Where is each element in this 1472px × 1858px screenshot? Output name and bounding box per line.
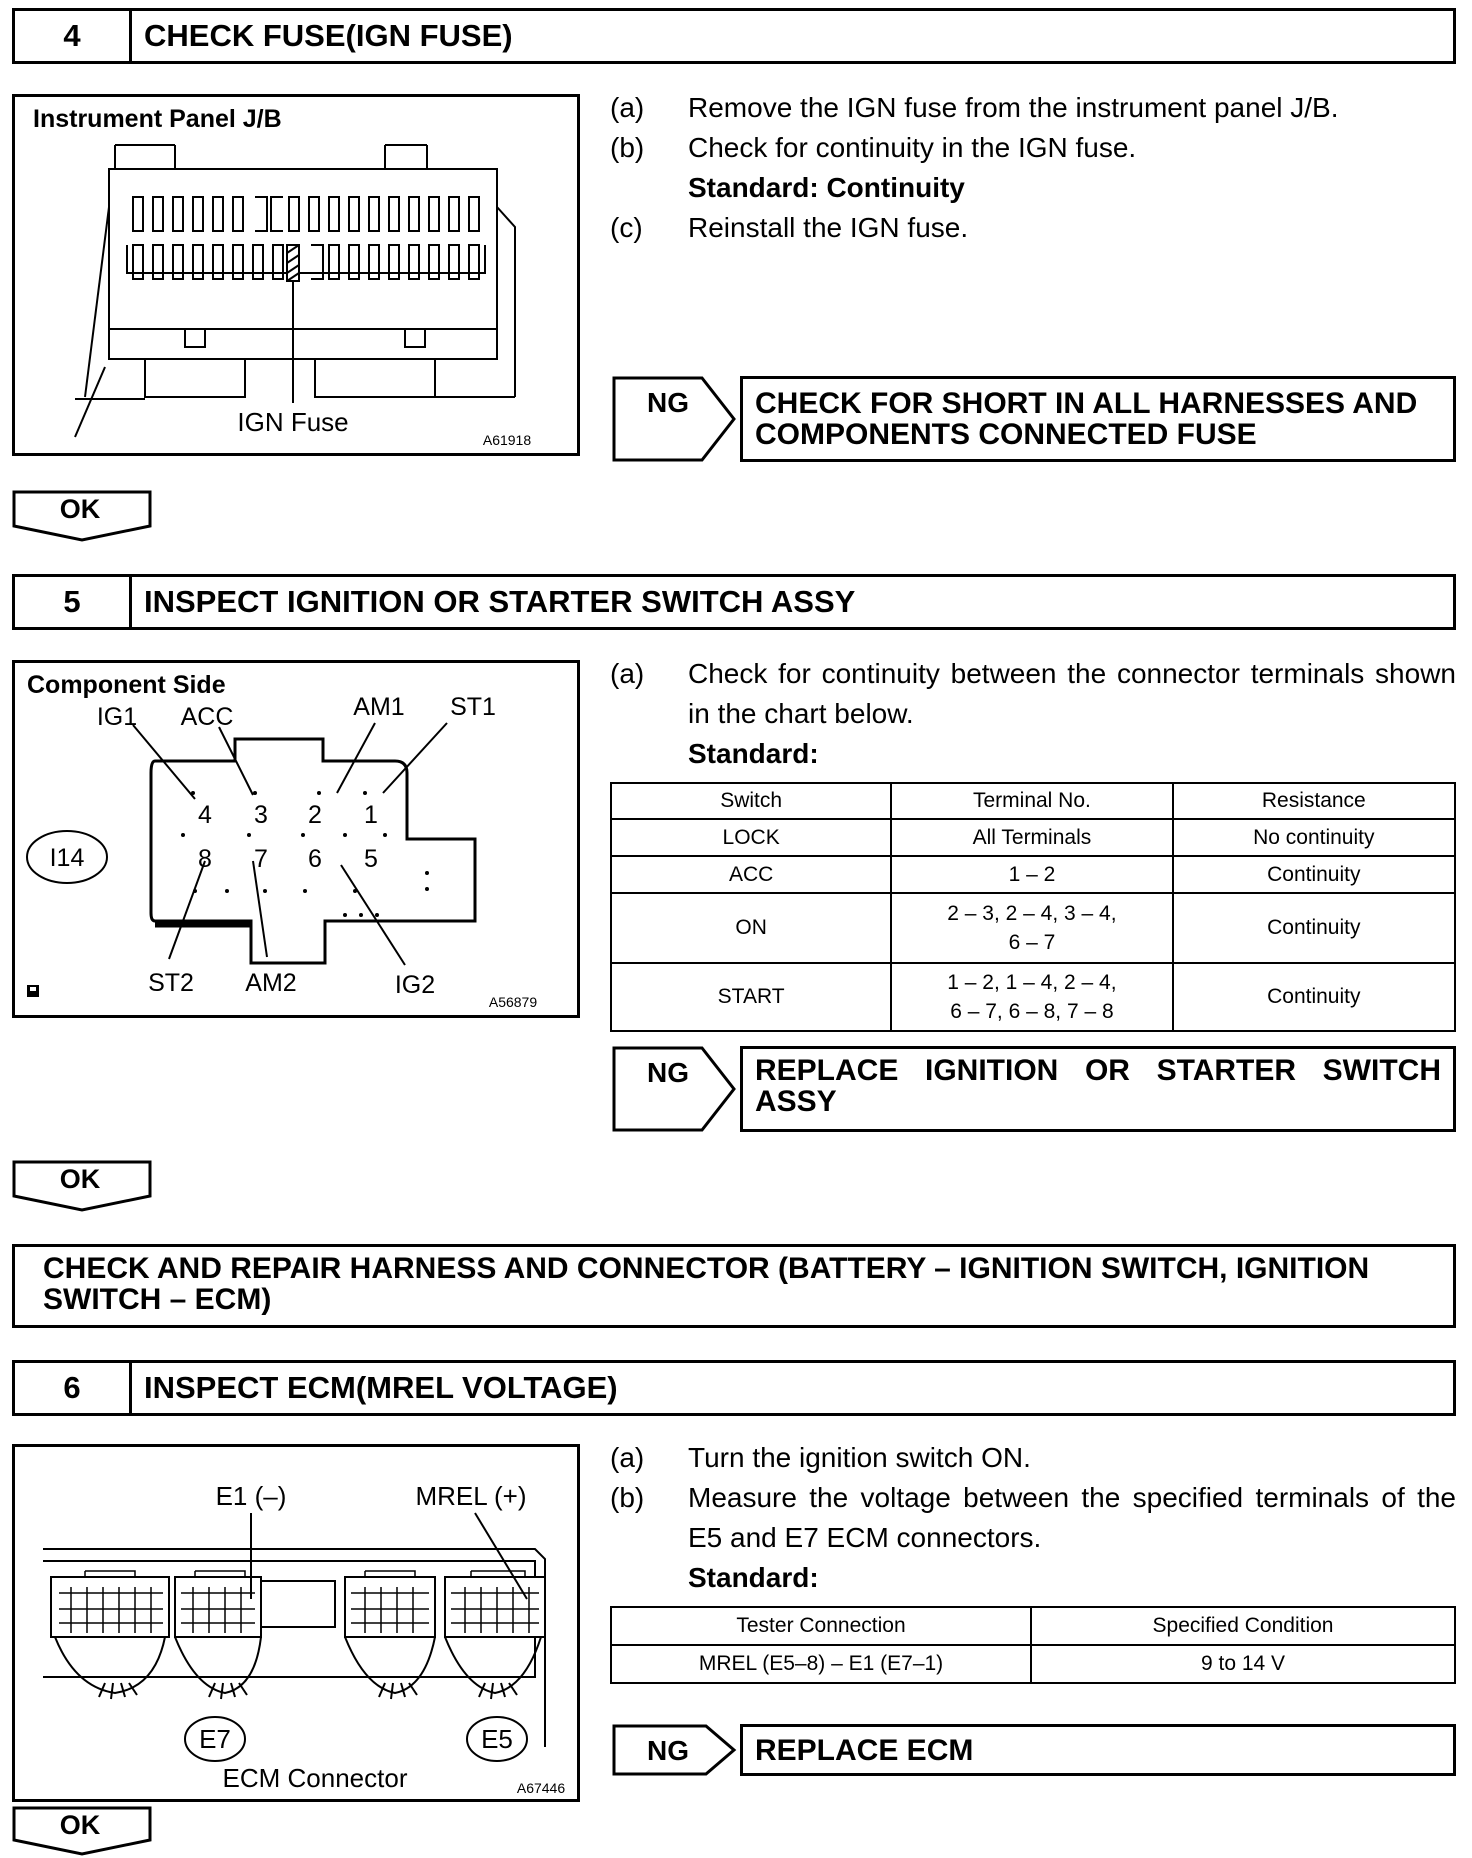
ign-fuse-highlight [287, 245, 299, 403]
step-5-instructions [610, 654, 1456, 774]
pin-number: 4 [198, 801, 212, 829]
ok-arrow[interactable] [12, 490, 152, 542]
instruction-label: (c) [610, 212, 643, 243]
pin-number: 2 [308, 801, 322, 829]
ng-action-box [740, 1724, 1456, 1776]
mrel-label: MREL (+) [415, 1481, 527, 1511]
ng-label: NG [647, 1057, 689, 1088]
connector-id: I14 [49, 844, 85, 872]
table-row [611, 893, 1455, 963]
table-row [611, 856, 1455, 893]
terminal-label-st1: ST1 [450, 693, 496, 721]
table-header-row [611, 783, 1455, 819]
figure-code: A61918 [482, 432, 532, 448]
terminal-line: 2 – 3, 2 – 4, 3 – 4, [947, 902, 1117, 925]
ng-action-box [740, 376, 1456, 462]
terminal-line: 6 – 7, 6 – 8, 7 – 8 [950, 1000, 1114, 1023]
table-cell-terminal: 1 – 2 [891, 856, 1172, 893]
fuse-row-upper [133, 197, 479, 231]
voltage-table [610, 1606, 1456, 1684]
table-row [611, 1645, 1455, 1683]
step-number: 4 [15, 11, 132, 61]
e7-label: E7 [199, 1724, 231, 1754]
table-cell-resistance: Continuity [1173, 856, 1455, 893]
step-6-header [12, 1360, 1456, 1416]
terminal-label-acc: ACC [180, 703, 234, 731]
instruction-label: (a) [610, 92, 645, 123]
figure-code: A67446 [516, 1780, 566, 1796]
figure-code: A56879 [488, 994, 538, 1010]
table-header-row [611, 1607, 1455, 1645]
table-cell-connection: MREL (E5–8) – E1 (E7–1) [611, 1645, 1031, 1683]
ng-action-box [740, 1046, 1456, 1132]
instruction-text: Check for continuity in the IGN fuse. [688, 132, 1137, 163]
terminal-label-am2: AM2 [245, 969, 297, 997]
step-4-instructions [610, 88, 1456, 248]
terminal-line: 6 – 7 [1008, 931, 1056, 954]
terminal-label-am1: AM1 [353, 693, 405, 721]
step-title: CHECK FUSE(IGN FUSE) [144, 18, 513, 53]
instruction-a [610, 1438, 1456, 1478]
table-cell-switch: LOCK [611, 819, 891, 856]
table-cell-condition: 9 to 14 V [1031, 1645, 1455, 1683]
ok-label: OK [59, 1164, 101, 1194]
table-header: Terminal No. [891, 783, 1172, 819]
instruction-label: (a) [610, 658, 645, 689]
step-5-header [12, 574, 1456, 630]
terminal-label-ig2: IG2 [394, 971, 436, 999]
standard-row [610, 168, 1456, 208]
repair-action-box [12, 1244, 1456, 1328]
table-header: Specified Condition [1031, 1607, 1455, 1645]
table-cell-terminal [891, 963, 1172, 1031]
table-cell-resistance: Continuity [1173, 893, 1455, 963]
ok-arrow[interactable] [12, 1160, 152, 1212]
ng-label: NG [647, 387, 689, 418]
ng-arrow[interactable] [612, 1724, 738, 1776]
instruction-label: (a) [610, 1442, 645, 1473]
connector-dots [181, 791, 429, 917]
step-6-instructions [610, 1438, 1456, 1598]
table-row [611, 819, 1455, 856]
figure-title: Instrument Panel J/B [33, 105, 282, 133]
ign-fuse-label: IGN Fuse [237, 407, 349, 437]
e5-label: E5 [481, 1724, 513, 1754]
ng-action-text: REPLACE ECM [755, 1733, 974, 1767]
e1-label: E1 (–) [215, 1481, 287, 1511]
instruction-label: (b) [610, 1482, 645, 1513]
pin-number: 8 [198, 845, 212, 873]
ng-action-text: CHECK FOR SHORT IN ALL HARNESSES AND COMPONENTS CONNECTED FUSE [755, 387, 1418, 451]
figure-ecm-connector [12, 1444, 580, 1802]
step-title: INSPECT ECM(MREL VOLTAGE) [144, 1370, 618, 1405]
step-4-header [12, 8, 1456, 64]
instruction-a [610, 88, 1456, 128]
table-cell-switch: ACC [611, 856, 891, 893]
ng-arrow[interactable] [612, 376, 738, 462]
table-cell-terminal: All Terminals [891, 819, 1172, 856]
instruction-c [610, 208, 1456, 248]
ok-label: OK [59, 1810, 101, 1840]
instruction-text: Measure the voltage between the specified terminals of the E5 and E7 ECM connectors. [688, 1482, 1456, 1553]
terminal-label-ig1: IG1 [96, 703, 138, 731]
table-cell-switch: ON [611, 893, 891, 963]
ng-arrow[interactable] [612, 1046, 738, 1132]
instruction-b [610, 128, 1456, 168]
instruction-text: Check for continuity between the connector terminals shown in the chart below. [688, 658, 1456, 729]
pin-number: 3 [254, 801, 268, 829]
pin-number: 6 [308, 845, 322, 873]
standard-text: Standard: [688, 738, 819, 769]
pin-number: 1 [364, 801, 378, 829]
instruction-label: (b) [610, 132, 645, 163]
pin-number: 7 [254, 845, 268, 873]
standard-text: Standard: [688, 1562, 819, 1593]
pin-numbers [198, 801, 378, 873]
standard-row [610, 1558, 1456, 1598]
ecm-connector-caption: ECM Connector [222, 1763, 408, 1793]
instruction-a [610, 654, 1456, 734]
repair-text: CHECK AND REPAIR HARNESS AND CONNECTOR (BATTERY – IGNITION SWITCH, IGNITION SWITCH – ECM) [43, 1252, 1370, 1316]
standard-row [610, 734, 1456, 774]
small-marker-icon [27, 985, 39, 997]
table-cell-resistance: No continuity [1173, 819, 1455, 856]
junction-block-drawing [75, 145, 515, 437]
instruction-b [610, 1478, 1456, 1558]
ng-action-text: ASSY [755, 1085, 837, 1118]
table-cell-resistance: Continuity [1173, 963, 1455, 1031]
figure-instrument-panel-jb [12, 94, 580, 456]
standard-text: Standard: Continuity [688, 172, 965, 203]
figure-title: Component Side [27, 671, 226, 699]
instruction-text: Turn the ignition switch ON. [688, 1442, 1031, 1473]
wire-harness [55, 1637, 541, 1699]
step-number: 6 [15, 1363, 132, 1413]
table-header: Resistance [1173, 783, 1455, 819]
leader-lines [133, 723, 447, 965]
instruction-text: Remove the IGN fuse from the instrument panel J/B. [688, 92, 1339, 123]
fuse-row-lower [127, 245, 485, 279]
terminal-label-st2: ST2 [148, 969, 194, 997]
table-row [611, 963, 1455, 1031]
pin-number: 5 [364, 845, 378, 873]
table-header: Switch [611, 783, 891, 819]
instruction-text: Reinstall the IGN fuse. [688, 212, 969, 243]
ok-label: OK [59, 494, 101, 524]
figure-ignition-switch-connector [12, 660, 580, 1018]
terminal-line: 1 – 2, 1 – 4, 2 – 4, [947, 971, 1117, 994]
ng-label: NG [647, 1735, 689, 1766]
ng-action-text: REPLACE IGNITION OR STARTER SWITCH [755, 1054, 1441, 1087]
step-title: INSPECT IGNITION OR STARTER SWITCH ASSY [144, 584, 856, 619]
step-number: 5 [15, 577, 132, 627]
table-cell-terminal [891, 893, 1172, 963]
ok-arrow[interactable] [12, 1806, 152, 1856]
table-cell-switch: START [611, 963, 891, 1031]
table-header: Tester Connection [611, 1607, 1031, 1645]
continuity-table [610, 782, 1456, 1032]
